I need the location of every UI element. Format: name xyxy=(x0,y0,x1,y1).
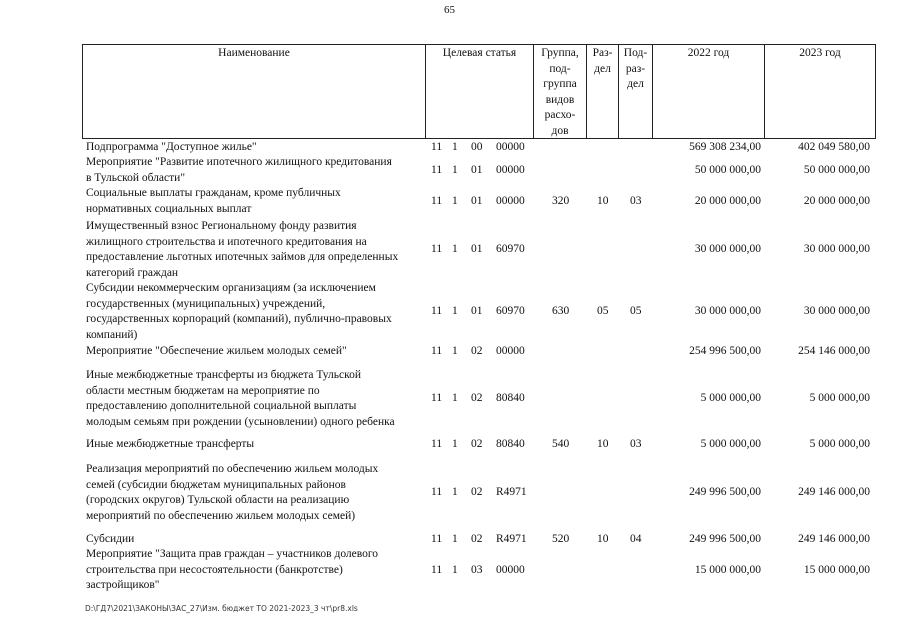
header-year-2023: 2023 год xyxy=(799,47,841,59)
amount-2023: 254 146 000,00 xyxy=(798,345,870,357)
code-event: 01 xyxy=(471,243,483,256)
code-subprogram: 1 xyxy=(452,486,458,499)
header-line: Под- xyxy=(623,47,648,59)
header-line: дов xyxy=(551,124,569,137)
code-program: 11 xyxy=(431,486,443,499)
amount-2023: 249 146 000,00 xyxy=(798,533,870,545)
row-name-line: застройщиков" xyxy=(86,579,160,591)
expense-group: 520 xyxy=(552,533,570,545)
code-event: 02 xyxy=(471,438,483,450)
code-subprogram: 1 xyxy=(452,141,458,153)
row-name-line: Субсидии некоммерческим организациям (за исключением xyxy=(86,282,376,294)
amount-2023: 50 000 000,00 xyxy=(803,163,870,176)
code-direction: R4971 xyxy=(496,486,527,499)
code-subprogram: 1 xyxy=(452,194,458,207)
code-event: 02 xyxy=(471,486,483,499)
amount-2023: 249 146 000,00 xyxy=(798,486,870,499)
code-direction: 60970 xyxy=(496,305,525,318)
code-subprogram: 1 xyxy=(452,438,458,450)
row-name-line: компаний) xyxy=(86,328,138,341)
code-program: 11 xyxy=(431,438,443,450)
amount-2023: 15 000 000,00 xyxy=(803,563,870,576)
code-event: 00 xyxy=(471,141,483,153)
amount-2022: 30 000 000,00 xyxy=(694,305,761,318)
code-program: 11 xyxy=(431,163,443,176)
row-name-line: Иные межбюджетные трансферты из бюджета Тульской xyxy=(86,369,362,381)
amount-2023: 5 000 000,00 xyxy=(809,392,870,405)
row-name-line: Мероприятие "Развитие ипотечного жилищного кредитования xyxy=(86,156,392,168)
code-event: 02 xyxy=(471,345,483,357)
section-code: 05 xyxy=(597,305,609,318)
code-direction: 80840 xyxy=(496,438,525,450)
file-path-footer: D:\ГД7\2021\ЗАКОНЫ\ЗАС_27\Изм. бюджет ТО 2021-2023_3 чт\pr8.xls xyxy=(85,604,358,613)
code-event: 02 xyxy=(471,533,483,545)
expense-group: 540 xyxy=(552,438,570,450)
row-name-line: Подпрограмма "Доступное жилье" xyxy=(86,141,257,153)
amount-2023: 30 000 000,00 xyxy=(803,305,870,318)
row-name-line: Мероприятие "Защита прав граждан – участников долевого xyxy=(86,548,379,560)
row-name-line: категорий граждан xyxy=(86,266,179,279)
code-direction: 80840 xyxy=(496,392,525,405)
row-name-line: (городских округов) Тульской области на реализацию xyxy=(86,494,350,506)
code-program: 11 xyxy=(431,243,443,256)
header-section xyxy=(587,46,618,77)
row-name-line: области местным бюджетам на мероприятие по xyxy=(86,384,320,397)
subsection-code: 03 xyxy=(630,438,642,450)
row-name-line: в Тульской области" xyxy=(86,171,186,184)
code-direction: 00000 xyxy=(496,141,525,153)
expense-group: 630 xyxy=(552,305,570,318)
amount-2022: 20 000 000,00 xyxy=(694,194,761,207)
header-line: группа xyxy=(543,78,577,90)
code-program: 11 xyxy=(431,194,443,207)
row-name-line: Социальные выплаты гражданам, кроме публичных xyxy=(86,187,341,199)
header-line: дел xyxy=(594,62,611,75)
row-name-line: государственных корпораций (компаний), публично-правовых xyxy=(86,313,392,325)
amount-2023: 30 000 000,00 xyxy=(803,243,870,256)
amount-2022: 254 996 500,00 xyxy=(689,345,761,357)
code-event: 02 xyxy=(471,392,483,405)
section-code: 10 xyxy=(597,533,609,545)
page-number: 65 xyxy=(444,4,455,16)
code-program: 11 xyxy=(431,563,443,576)
code-program: 11 xyxy=(431,305,443,318)
subsection-code: 05 xyxy=(630,305,642,318)
row-name-line: предоставление льготных ипотечных займов для определенных xyxy=(86,251,399,263)
code-event: 01 xyxy=(471,194,483,207)
row-name-line: Мероприятие "Обеспечение жильем молодых семей" xyxy=(86,345,347,357)
header-line: расхо- xyxy=(544,109,576,121)
row-name-line: государственных (муниципальных) учреждений, xyxy=(86,297,326,310)
amount-2022: 30 000 000,00 xyxy=(694,243,761,256)
header-year-2022: 2022 год xyxy=(687,47,730,59)
amount-2022: 5 000 000,00 xyxy=(700,438,761,450)
amount-2022: 569 308 234,00 xyxy=(689,141,761,153)
amount-2022: 249 996 500,00 xyxy=(689,486,761,499)
code-event: 01 xyxy=(471,163,483,176)
header-target-article: Целевая статья xyxy=(442,47,517,59)
amount-2022: 249 996 500,00 xyxy=(689,533,761,545)
row-name-line: мероприятий по обеспечению жильем молодых семей) xyxy=(86,509,356,522)
header-line: видов xyxy=(545,93,575,106)
code-event: 03 xyxy=(471,563,483,576)
amount-2023: 5 000 000,00 xyxy=(809,438,870,450)
code-program: 11 xyxy=(431,141,443,153)
row-name-line: жилищного строительства и ипотечного кредитования на xyxy=(86,235,367,248)
row-name-line: молодым семьям при рождении (усыновлении) одного ребенка xyxy=(86,415,395,428)
code-program: 11 xyxy=(431,345,443,357)
header-line: дел xyxy=(627,78,644,90)
header-line: под- xyxy=(549,62,571,75)
header-subsection xyxy=(619,46,652,93)
row-name-line: Имущественный взнос Региональному фонду развития xyxy=(86,220,357,232)
amount-2022: 50 000 000,00 xyxy=(694,163,761,176)
row-name-line: нормативных социальных выплат xyxy=(86,202,252,215)
code-program: 11 xyxy=(431,533,443,545)
header-line: раз- xyxy=(625,62,646,75)
amount-2023: 402 049 580,00 xyxy=(798,141,870,153)
code-subprogram: 1 xyxy=(452,305,458,318)
code-subprogram: 1 xyxy=(452,533,458,545)
code-direction: 00000 xyxy=(496,194,525,207)
code-program: 11 xyxy=(431,392,443,405)
row-name-line: семей (субсидии бюджетам муниципальных районов xyxy=(86,478,346,491)
code-subprogram: 1 xyxy=(452,345,458,357)
subsection-code: 04 xyxy=(630,533,642,545)
section-code: 10 xyxy=(597,194,609,207)
code-direction: 00000 xyxy=(496,163,525,176)
code-subprogram: 1 xyxy=(452,243,458,256)
code-direction: 60970 xyxy=(496,243,525,256)
section-code: 10 xyxy=(597,438,609,450)
code-subprogram: 1 xyxy=(452,563,458,576)
subsection-code: 03 xyxy=(630,194,642,207)
row-name-line: строительства при несостоятельности (банкротстве) xyxy=(86,563,343,576)
header-group xyxy=(534,46,586,139)
code-direction: 00000 xyxy=(496,345,525,357)
expense-group: 320 xyxy=(552,194,570,207)
header-line: Раз- xyxy=(592,47,613,59)
row-name-line: предоставлению дополнительной социальной выплаты xyxy=(86,400,357,412)
code-direction: R4971 xyxy=(496,533,527,545)
amount-2023: 20 000 000,00 xyxy=(803,194,870,207)
header-name: Наименование xyxy=(218,47,290,59)
code-direction: 00000 xyxy=(496,563,525,576)
row-name-line: Субсидии xyxy=(86,533,135,545)
amount-2022: 5 000 000,00 xyxy=(700,392,761,405)
row-name-line: Реализация мероприятий по обеспечению жильем молодых xyxy=(86,463,379,475)
code-event: 01 xyxy=(471,305,483,318)
code-subprogram: 1 xyxy=(452,163,458,176)
row-name-line: Иные межбюджетные трансферты xyxy=(86,438,255,450)
code-subprogram: 1 xyxy=(452,392,458,405)
header-line: Группа, xyxy=(541,47,579,59)
amount-2022: 15 000 000,00 xyxy=(694,563,761,576)
